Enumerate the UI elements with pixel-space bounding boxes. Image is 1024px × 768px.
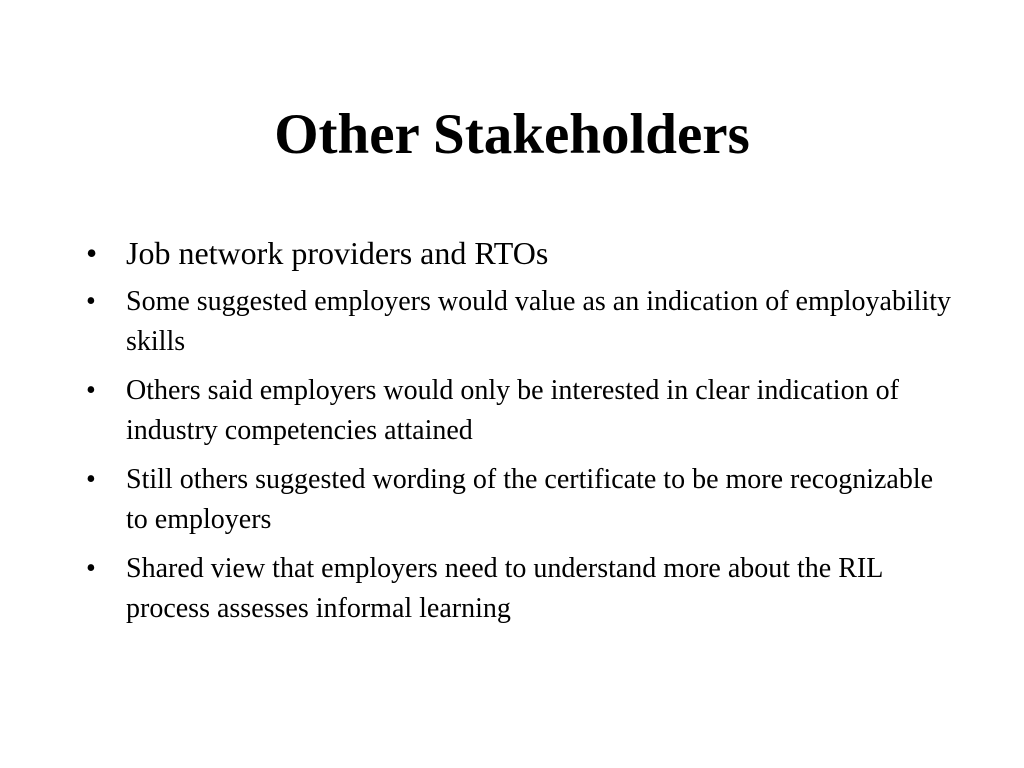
bullet-text: Still others suggested wording of the certificate to be more recognizable to employers: [126, 464, 934, 535]
slide-title: Other Stakeholders: [274, 103, 750, 166]
bullet-item: [86, 282, 956, 362]
bullet-item: [86, 230, 956, 276]
bullet-list: [86, 230, 956, 638]
bullet-text: Others said employers would only be interested in clear indication of industry competencies attained: [126, 375, 899, 446]
bullet-text: Job network providers and RTOs: [126, 235, 549, 271]
bullet-icon: •: [86, 235, 98, 271]
bullet-icon: •: [86, 553, 96, 584]
bullet-item: [86, 460, 956, 540]
bullet-icon: •: [86, 375, 96, 406]
bullet-item: [86, 371, 956, 451]
bullet-icon: •: [86, 464, 96, 495]
bullet-text: Shared view that employers need to understand more about the RIL process assesses informal learning: [126, 553, 883, 624]
bullet-item: [86, 549, 956, 629]
bullet-text: Some suggested employers would value as an indication of employability skills: [126, 286, 952, 357]
bullet-icon: •: [86, 286, 96, 317]
